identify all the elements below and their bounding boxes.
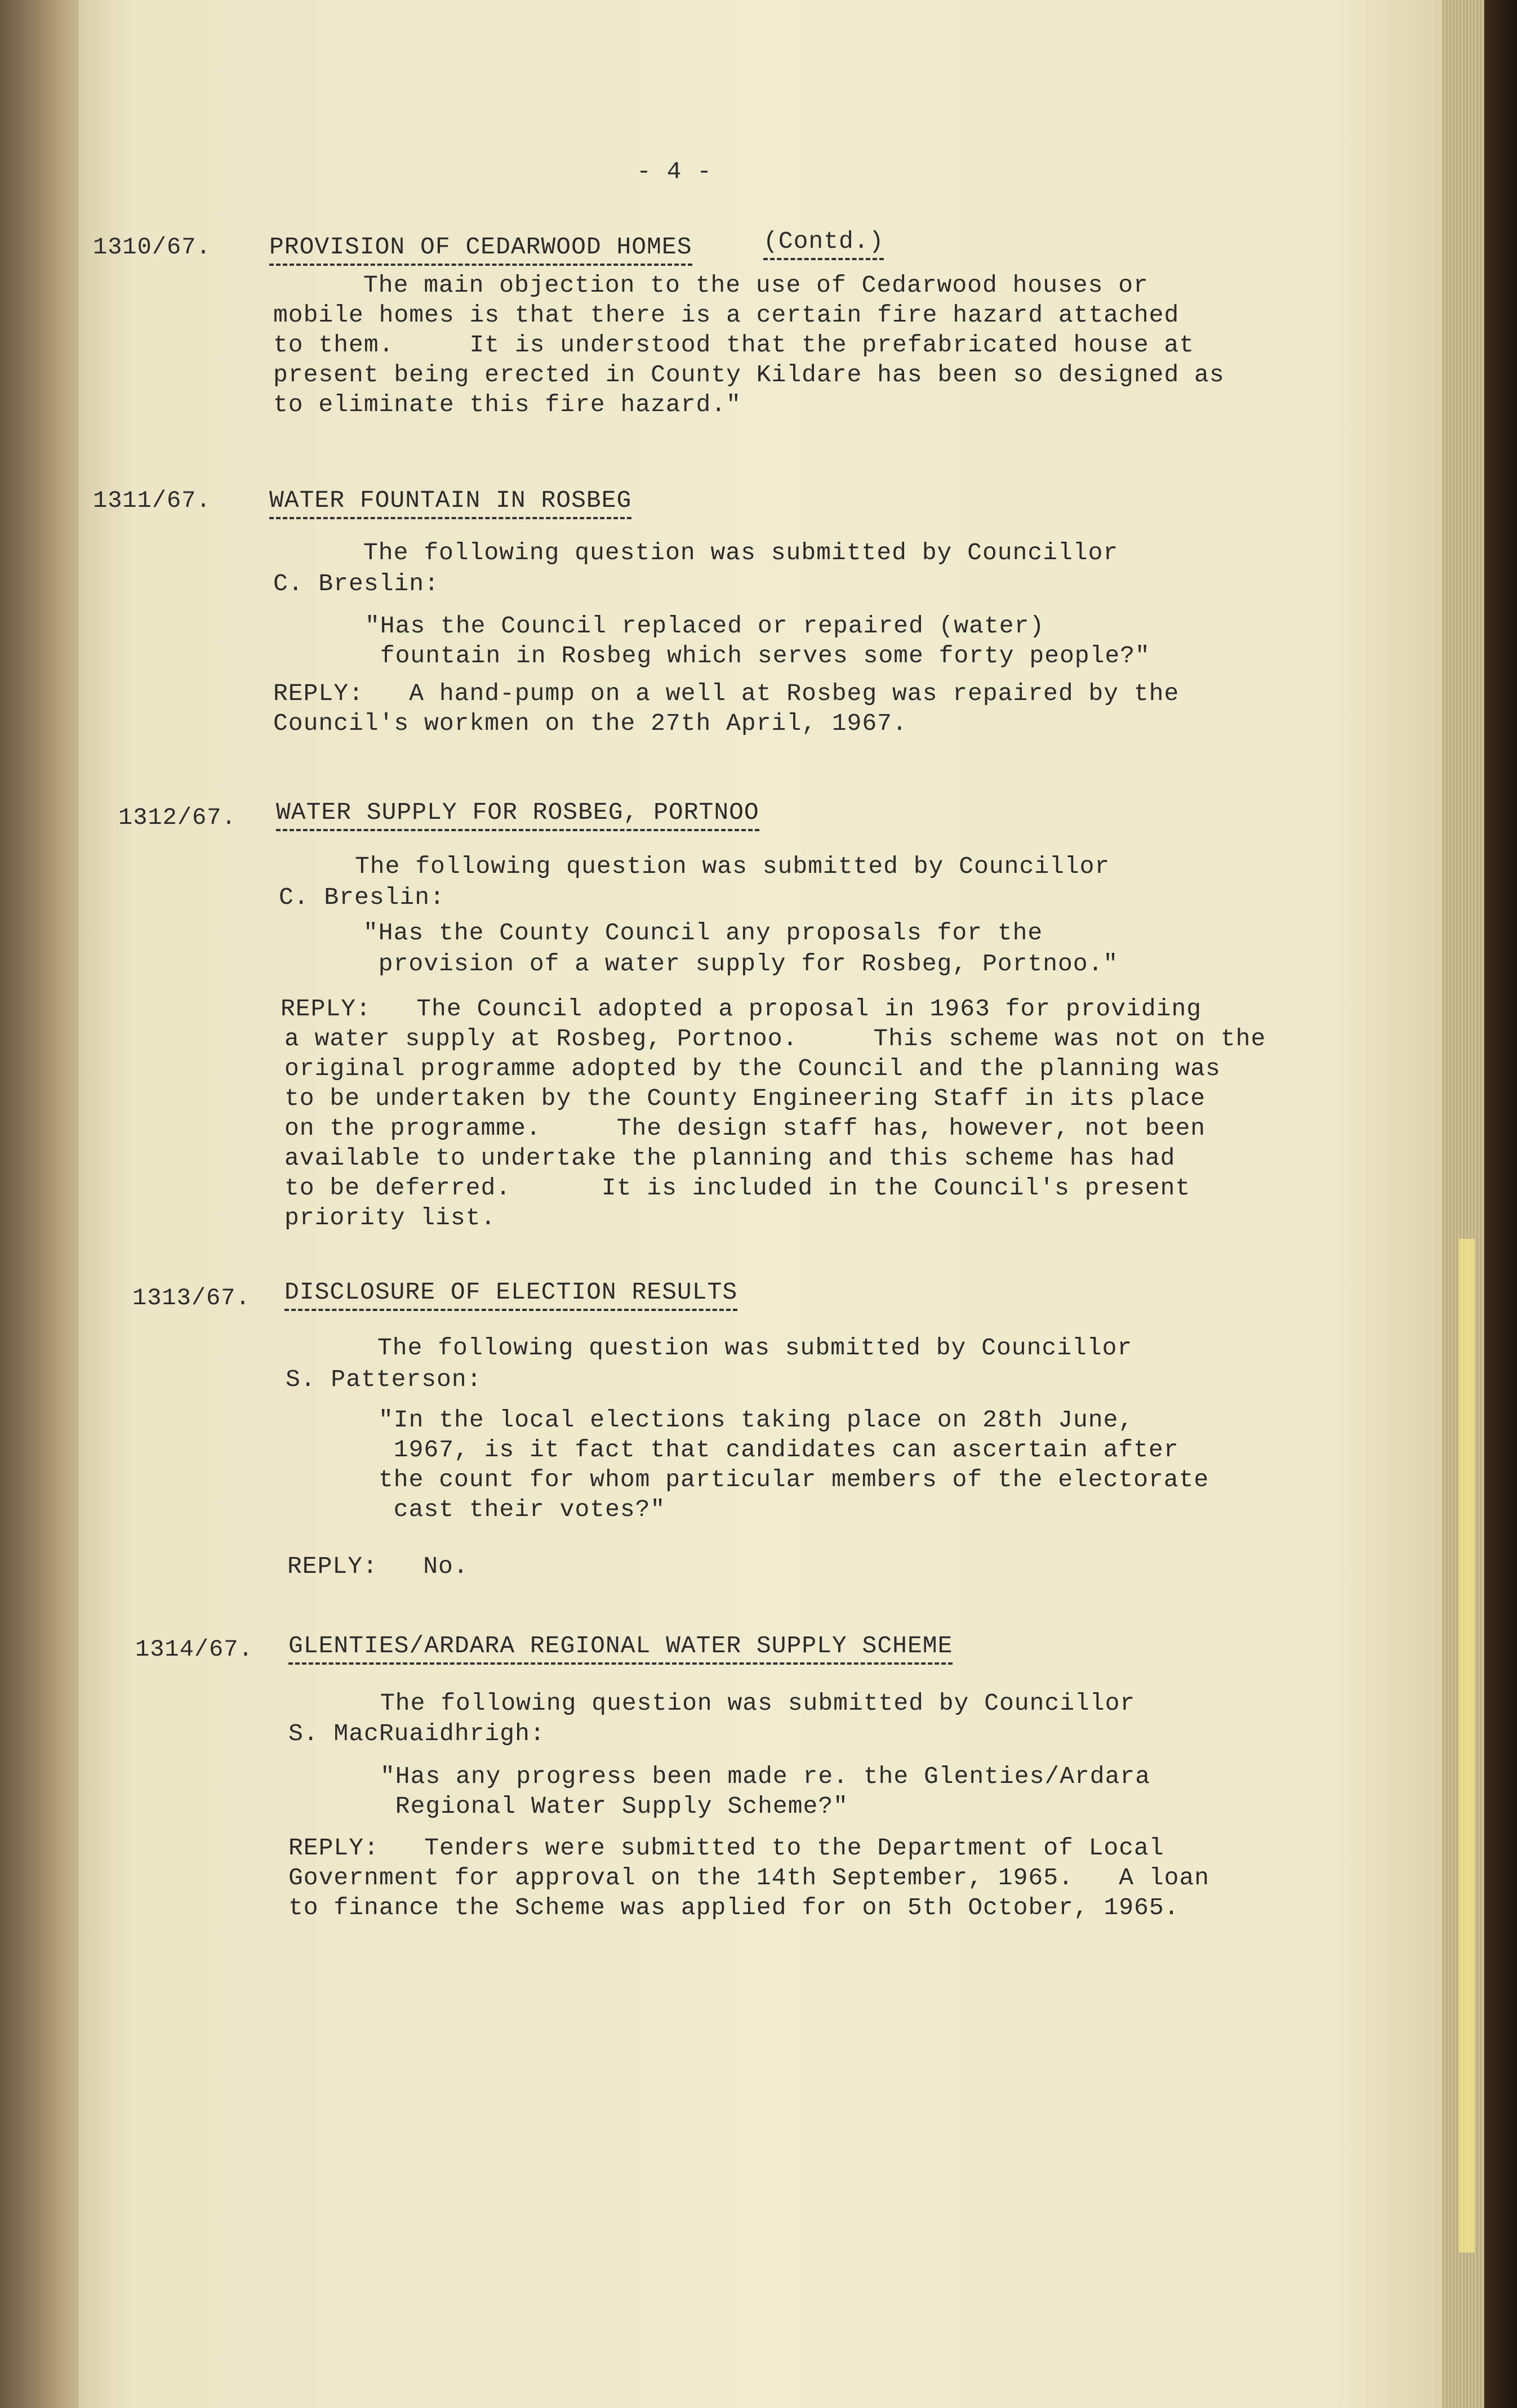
body-line: The main objection to the use of Cedarwood houses or — [363, 271, 1149, 299]
question-line: "In the local elections taking place on 28th June, — [379, 1406, 1134, 1434]
question-line: cast their votes?" — [379, 1496, 666, 1523]
reply-line: original programme adopted by the Council and the planning was — [284, 1055, 1221, 1082]
question-line: "Has the Council replaced or repaired (water) — [365, 612, 1045, 640]
reply-line: a water supply at Rosbeg, Portnoo. This scheme was not on the — [284, 1025, 1266, 1053]
section-heading: WATER FOUNTAIN IN ROSBEG — [269, 485, 631, 519]
question-line: "Has any progress been made re. the Glenties/Ardara — [380, 1763, 1151, 1790]
section-heading: DISCLOSURE OF ELECTION RESULTS — [284, 1277, 737, 1311]
item-number: 1313/67. — [132, 1285, 251, 1312]
intro-line: The following question was submitted by Councillor — [380, 1689, 1136, 1717]
reply-line: REPLY: Tenders were submitted to the Department of Local — [288, 1834, 1164, 1862]
contd-label: (Contd.) — [763, 226, 884, 260]
section-heading: GLENTIES/ARDARA REGIONAL WATER SUPPLY SCHEME — [288, 1631, 953, 1665]
book-binding — [0, 0, 84, 2408]
intro-line: S. Patterson: — [286, 1366, 482, 1393]
intro-line: The following question was submitted by Councillor — [377, 1334, 1133, 1362]
section-heading: WATER SUPPLY FOR ROSBEG, PORTNOO — [276, 797, 759, 831]
reply-line: Government for approval on the 14th September, 1965. A loan — [288, 1864, 1210, 1892]
reply-line: priority list. — [284, 1204, 496, 1232]
book-cover-edge — [1484, 0, 1517, 2408]
reply-line: REPLY: The Council adopted a proposal in 1963 for providing — [281, 995, 1202, 1023]
question-line: provision of a water supply for Rosbeg, Portnoo." — [363, 950, 1119, 978]
item-number: 1310/67. — [93, 234, 211, 261]
reply-line: REPLY: A hand-pump on a well at Rosbeg was repaired by the — [273, 680, 1180, 707]
intro-line: S. MacRuaidhrigh: — [288, 1720, 545, 1747]
yellow-page-tab — [1459, 1239, 1475, 2253]
intro-line: The following question was submitted by Councillor — [363, 539, 1119, 567]
body-line: to eliminate this fire hazard." — [273, 391, 741, 418]
reply-line: Council's workmen on the 27th April, 1967. — [273, 710, 907, 737]
question-line: "Has the County Council any proposals for the — [363, 919, 1043, 947]
reply-line: to be deferred. It is included in the Council's present — [284, 1174, 1191, 1202]
reply-line: to finance the Scheme was applied for on 5th October, 1965. — [288, 1894, 1180, 1921]
item-number: 1314/67. — [135, 1636, 253, 1663]
reply-line: to be undertaken by the County Engineering Staff in its place — [284, 1085, 1206, 1112]
page-number: - 4 - — [637, 158, 713, 185]
item-number: 1312/67. — [118, 804, 237, 831]
question-line: fountain in Rosbeg which serves some forty people?" — [365, 642, 1150, 670]
body-line: to them. It is understood that the prefabricated house at — [273, 331, 1195, 359]
question-line: Regional Water Supply Scheme?" — [380, 1792, 848, 1820]
body-line: mobile homes is that there is a certain fire hazard attached — [273, 301, 1180, 329]
section-heading: PROVISION OF CEDARWOOD HOMES — [269, 232, 692, 266]
item-number: 1311/67. — [93, 487, 211, 514]
reply-line: available to undertake the planning and this scheme has had — [284, 1144, 1176, 1172]
question-line: the count for whom particular members of the electorate — [379, 1466, 1209, 1493]
reply-line: on the programme. The design staff has, however, not been — [284, 1114, 1206, 1142]
intro-line: The following question was submitted by Councillor — [355, 853, 1110, 880]
question-line: 1967, is it fact that candidates can ascertain after — [379, 1436, 1179, 1464]
body-line: present being erected in County Kildare has been so designed as — [273, 361, 1225, 389]
reply-line: REPLY: No. — [287, 1553, 469, 1580]
intro-line: C. Breslin: — [273, 570, 439, 597]
intro-line: C. Breslin: — [279, 884, 445, 911]
